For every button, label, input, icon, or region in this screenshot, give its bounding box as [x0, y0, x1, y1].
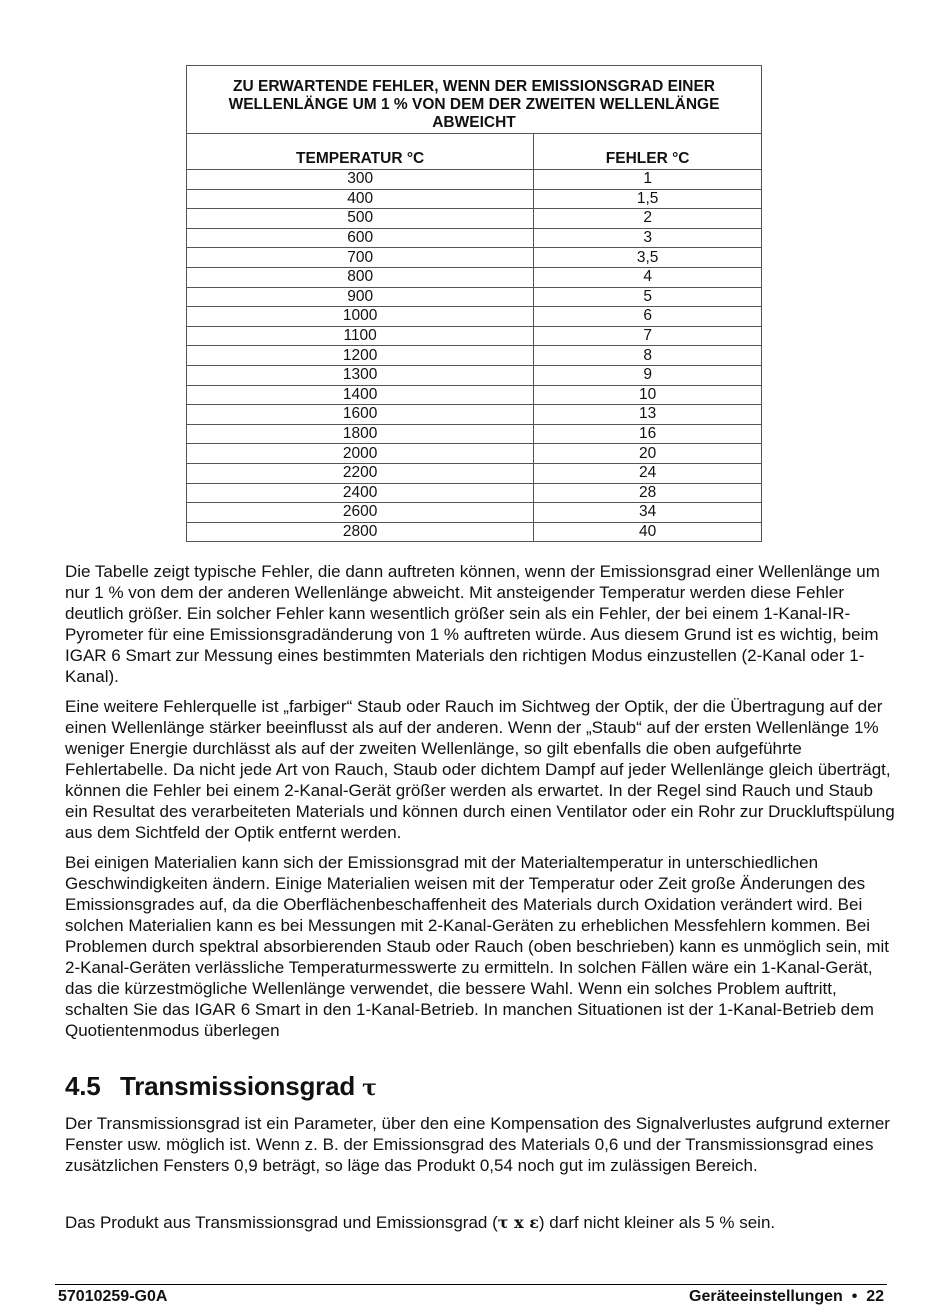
text-fragment: Das Produkt aus Transmissionsgrad und Emissionsgrad ( [65, 1213, 498, 1232]
table-title-line: WELLENLÄNGE UM 1 % VON DEM DER ZWEITEN WELLENLÄNGE [228, 96, 720, 113]
cell-error: 28 [534, 483, 762, 503]
column-header-temperature: TEMPERATUR °C [187, 134, 534, 170]
cell-error: 40 [534, 522, 762, 542]
cell-error: 3 [534, 228, 762, 248]
section-number: 4.5 [65, 1071, 101, 1101]
table-row [187, 405, 762, 425]
cell-error: 10 [534, 385, 762, 405]
table-row [187, 209, 762, 229]
table-row [187, 346, 762, 366]
cell-temperature: 400 [187, 189, 534, 209]
table-row [187, 385, 762, 405]
error-table [186, 65, 762, 542]
formula-tau-x-epsilon: τ x ε [497, 1213, 539, 1232]
cell-temperature: 2800 [187, 522, 534, 542]
paragraph-text: Der Transmissionsgrad ist ein Parameter, über den eine Kompensation des Signalverlustes aufgrund externer Fenster usw. möglich ist. Wenn z. B. der Emissionsgrad des Materials 0,6 und der Transmissionsgrad eines zusätzlichen Fensters 0,9 beträgt, so läge das Produkt 0,54 noch gut im zulässigen Bereich. [65, 1114, 890, 1175]
table-row [187, 228, 762, 248]
paragraph-text: Die Tabelle zeigt typische Fehler, die dann auftreten können, wenn der Emissionsgrad einer Wellenlänge um nur 1 % von dem der anderen Wellenlänge abweicht. Mit ansteigender Temperatur werden diese Fehler deutlich größer. Ein solcher Fehler kann wesentlich größer sein als ein Fehler, der bei einem 1-Kanal-IR-Pyrometer für eine Emissionsgradänderung von 1 % auftreten würde. Aus diesem Grund ist es wichtig, beim IGAR 6 Smart zur Messung eines bestimmten Materials den richtigen Modus einzustellen (2-Kanal oder 1-Kanal). [65, 562, 880, 686]
cell-temperature: 1800 [187, 424, 534, 444]
cell-temperature: 1100 [187, 326, 534, 346]
cell-error: 9 [534, 365, 762, 385]
paragraph-material-emissivity [65, 852, 895, 1041]
table-row [187, 483, 762, 503]
cell-temperature: 900 [187, 287, 534, 307]
table-row [187, 444, 762, 464]
table-row [187, 424, 762, 444]
table-row [187, 365, 762, 385]
table-row [187, 503, 762, 523]
paragraph-product-limit [65, 1212, 895, 1233]
cell-error: 13 [534, 405, 762, 425]
paragraph-text: Eine weitere Fehlerquelle ist „farbiger“ Staub oder Rauch im Sichtweg der Optik, der die Übertragung auf der einen Wellenlänge stärker beeinflusst als auf der anderen. Wenn der „Staub“ auf der ersten Wellenlänge 1% weniger Energie durchlässt als auf der zweiten Wellenlänge, so gilt ebenfalls die oben aufgeführte Fehlertabelle. Da nicht jede Art von Rauch, Staub oder dichtem Dampf auf jeder Wellenlänge gleich überträgt, können die Fehler bei einem 2-Kanal-Gerät größer werden als erwartet. In der Regel sind Rauch und Staub ein Resultat des verarbeiteten Materials und können durch einen Ventilator oder ein Rohr zur Druckluftspülung aus dem Sichtfeld der Optik entfernt werden. [65, 697, 895, 842]
cell-error: 34 [534, 503, 762, 523]
cell-error: 3,5 [534, 248, 762, 268]
cell-temperature: 1000 [187, 307, 534, 327]
table-title [187, 66, 762, 134]
table-row [187, 287, 762, 307]
paragraph-transmission [65, 1113, 895, 1176]
cell-temperature: 2400 [187, 483, 534, 503]
text-fragment: ) darf nicht kleiner als 5 % sein. [538, 1213, 776, 1232]
cell-error: 24 [534, 463, 762, 483]
table-row [187, 326, 762, 346]
table-title-line: ABWEICHT [432, 114, 516, 131]
error-table-container [186, 65, 762, 542]
table-row [187, 463, 762, 483]
cell-error: 7 [534, 326, 762, 346]
table-row [187, 307, 762, 327]
table-row [187, 170, 762, 190]
footer-divider [55, 1284, 887, 1285]
table-row [187, 189, 762, 209]
table-body [187, 170, 762, 542]
cell-error: 2 [534, 209, 762, 229]
paragraph-text [65, 1212, 895, 1233]
cell-temperature: 2000 [187, 444, 534, 464]
cell-error: 4 [534, 267, 762, 287]
paragraph-dust-smoke [65, 696, 895, 843]
cell-error: 8 [534, 346, 762, 366]
footer-chapter-page: Geräteeinstellungen • 22 [689, 1288, 884, 1305]
section-heading [65, 1071, 377, 1102]
cell-temperature: 1200 [187, 346, 534, 366]
cell-error: 20 [534, 444, 762, 464]
column-header-error: FEHLER °C [534, 134, 762, 170]
table-row [187, 248, 762, 268]
cell-temperature: 2200 [187, 463, 534, 483]
paragraph-text: Bei einigen Materialien kann sich der Emissionsgrad mit der Materialtemperatur in unterschiedlichen Geschwindigkeiten ändern. Einige Materialien weisen mit der Temperatur oder Zeit große Änderungen des Emissionsgrades auf, da die Oberflächenbeschaffenheit des Materials durch Oxidation verändert wird. Bei solchen Materialien kann es bei Messungen mit 2-Kanal-Geräten zu erheblichen Messfehlern kommen. Bei Problemen durch spektral absorbierenden Staub oder Rauch (oben beschrieben) kann es unmöglich sein, mit 2-Kanal-Geräten verlässliche Temperaturmesswerte zu ermitteln. In solchen Fällen wäre ein 1-Kanal-Gerät, das die kürzestmögliche Wellenlänge verwendet, die bessere Wahl. Wenn ein solches Problem auftritt, schalten Sie das IGAR 6 Smart in den 1-Kanal-Betrieb. In manchen Situationen ist der 1-Kanal-Betrieb dem Quotientenmodus überlegen [65, 853, 890, 1040]
table-row [187, 267, 762, 287]
cell-error: 16 [534, 424, 762, 444]
table-title-line: ZU ERWARTENDE FEHLER, WENN DER EMISSIONSGRAD EINER [233, 78, 715, 95]
cell-temperature: 300 [187, 170, 534, 190]
cell-temperature: 500 [187, 209, 534, 229]
tau-symbol: τ [362, 1075, 377, 1101]
cell-temperature: 1600 [187, 405, 534, 425]
cell-error: 1,5 [534, 189, 762, 209]
cell-temperature: 1300 [187, 365, 534, 385]
cell-error: 5 [534, 287, 762, 307]
cell-error: 6 [534, 307, 762, 327]
table-row [187, 522, 762, 542]
cell-temperature: 2600 [187, 503, 534, 523]
cell-temperature: 600 [187, 228, 534, 248]
cell-temperature: 1400 [187, 385, 534, 405]
paragraph-table-explanation [65, 561, 895, 687]
footer-doc-number: 57010259-G0A [58, 1288, 168, 1305]
section-title: Transmissionsgrad [120, 1071, 356, 1101]
cell-temperature: 700 [187, 248, 534, 268]
cell-temperature: 800 [187, 267, 534, 287]
cell-error: 1 [534, 170, 762, 190]
